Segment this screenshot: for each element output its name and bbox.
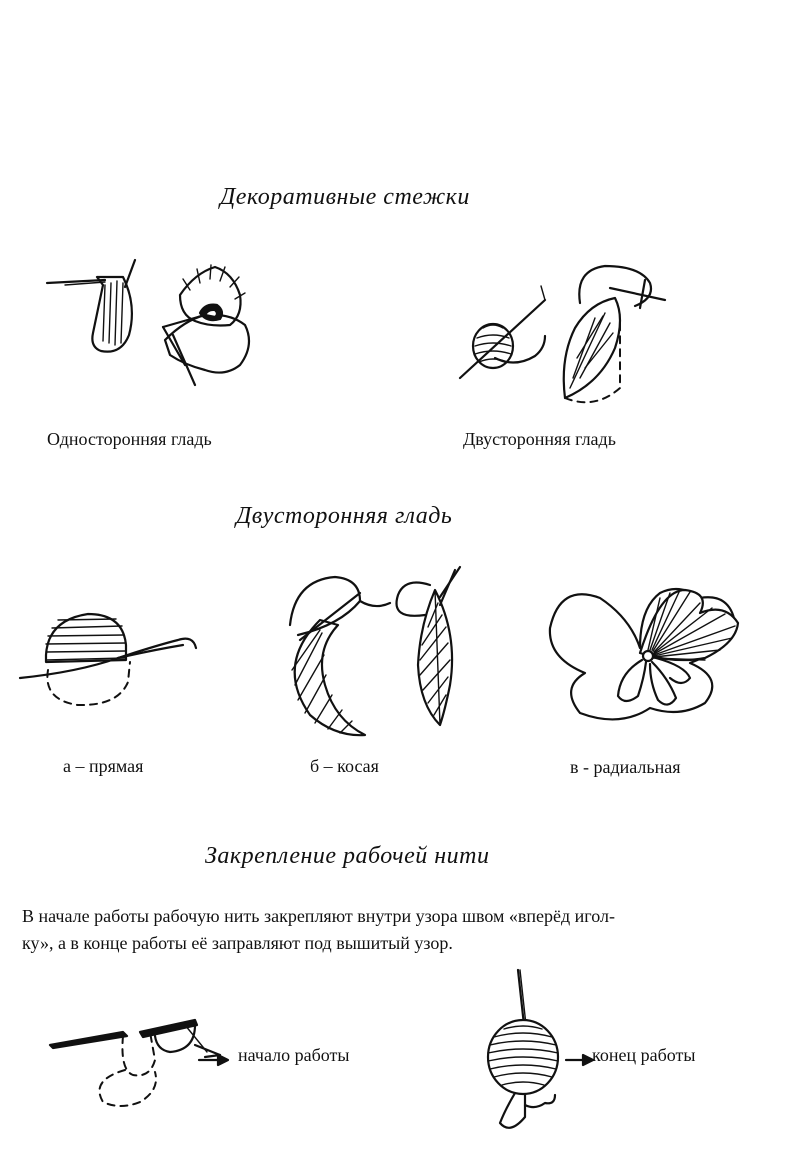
radial-satin-illustration xyxy=(540,578,750,738)
caption-slanted: б – косая xyxy=(310,756,379,776)
one-sided-satin-illustration xyxy=(45,255,255,395)
section-title-decorative-stitches: Декоративные стежки xyxy=(220,184,470,210)
start-of-work-label: начало работы xyxy=(238,1045,350,1065)
arrow-right-icon xyxy=(565,1053,595,1067)
paragraph-line-1: В начале работы рабочую нить закрепляют внутри узора швом «вперёд игол- xyxy=(22,906,615,926)
end-of-work-label: конец работы xyxy=(592,1045,696,1065)
paragraph-line-2: ку», а в конце работы её заправляют под вышитый узор. xyxy=(22,933,453,953)
caption-straight: а – прямая xyxy=(63,756,144,776)
straight-satin-illustration xyxy=(18,600,208,715)
section-title-thread-fastening: Закрепление рабочей нити xyxy=(205,843,490,869)
arrow-right-icon xyxy=(198,1053,230,1067)
caption-radial: в - радиальная xyxy=(570,757,681,777)
section-title-two-sided-satin: Двусторонняя гладь xyxy=(236,503,453,529)
caption-one-sided-satin: Односторонняя гладь xyxy=(47,429,212,449)
two-sided-satin-illustration xyxy=(455,258,670,413)
slanted-satin-illustration xyxy=(280,565,480,745)
caption-two-sided-satin: Двусторонняя гладь xyxy=(463,429,616,449)
